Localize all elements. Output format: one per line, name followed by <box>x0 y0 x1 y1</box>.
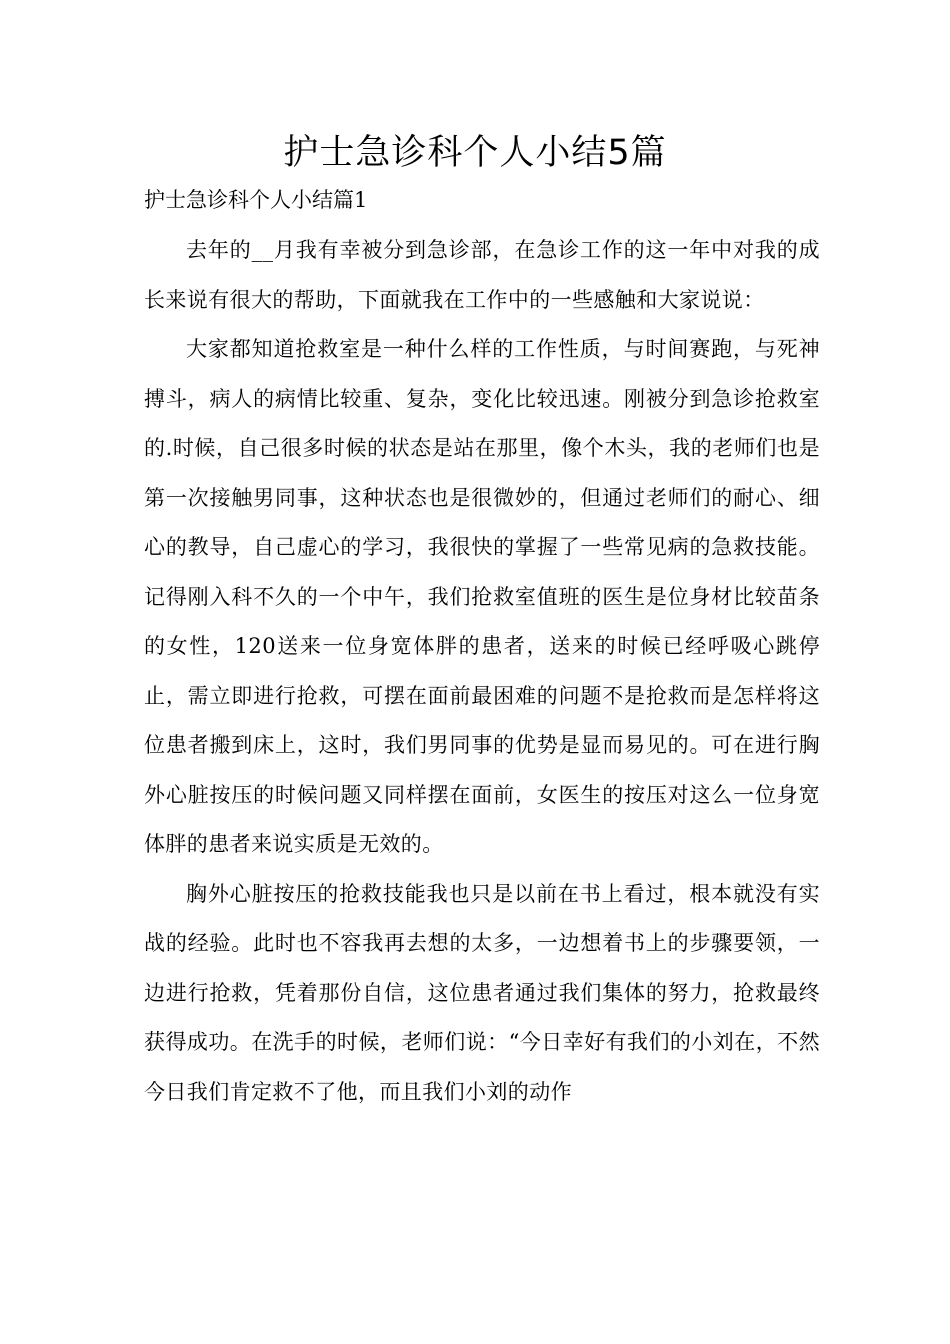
paragraph: 胸外心脏按压的抢救技能我也只是以前在书上看过，根本就没有实战的经验。此时也不容我再去想的太多，一边想着书上的步骤要领，一边进行抢救，凭着那份自信，这位患者通过我们集体的努力，抢救最终获得成功。在洗手的时候，老师们说：“今日幸好有我们的小刘在，不然今日我们肯定救不了他，而且我们小刘的动作 <box>144 881 820 1104</box>
section-heading: 护士急诊科个人小结篇1 <box>144 188 368 212</box>
paragraph: 大家都知道抢救室是一种什么样的工作性质，与时间赛跑，与死神搏斗，病人的病情比较重、复杂，变化比较迅速。刚被分到急诊抢救室的.时候，自己很多时候的状态是站在那里，像个木头，我的老师们也是第一次接触男同事，这种状态也是很微妙的，但通过老师们的耐心、细心的教导，自己虚心的学习，我很快的掌握了一些常见病的急救技能。记得刚入科不久的一个中午，我们抢救室值班的医生是位身材比较苗条的女性，120送来一位身宽体胖的患者，送来的时候已经呼吸心跳停止，需立即进行抢救，可摆在面前最困难的问题不是抢救而是怎样将这位患者搬到床上，这时，我们男同事的优势是显而易见的。可在进行胸外心脏按压的时候问题又同样摆在面前，女医生的按压对这么一位身宽体胖的患者来说实质是无效的。 <box>144 337 820 856</box>
paragraph: 去年的__月我有幸被分到急诊部，在急诊工作的这一年中对我的成长来说有很大的帮助，下面就我在工作中的一些感触和大家说说： <box>144 238 820 312</box>
document-body <box>144 226 820 1117</box>
document-title: 护士急诊科个人小结5篇 <box>283 133 667 173</box>
